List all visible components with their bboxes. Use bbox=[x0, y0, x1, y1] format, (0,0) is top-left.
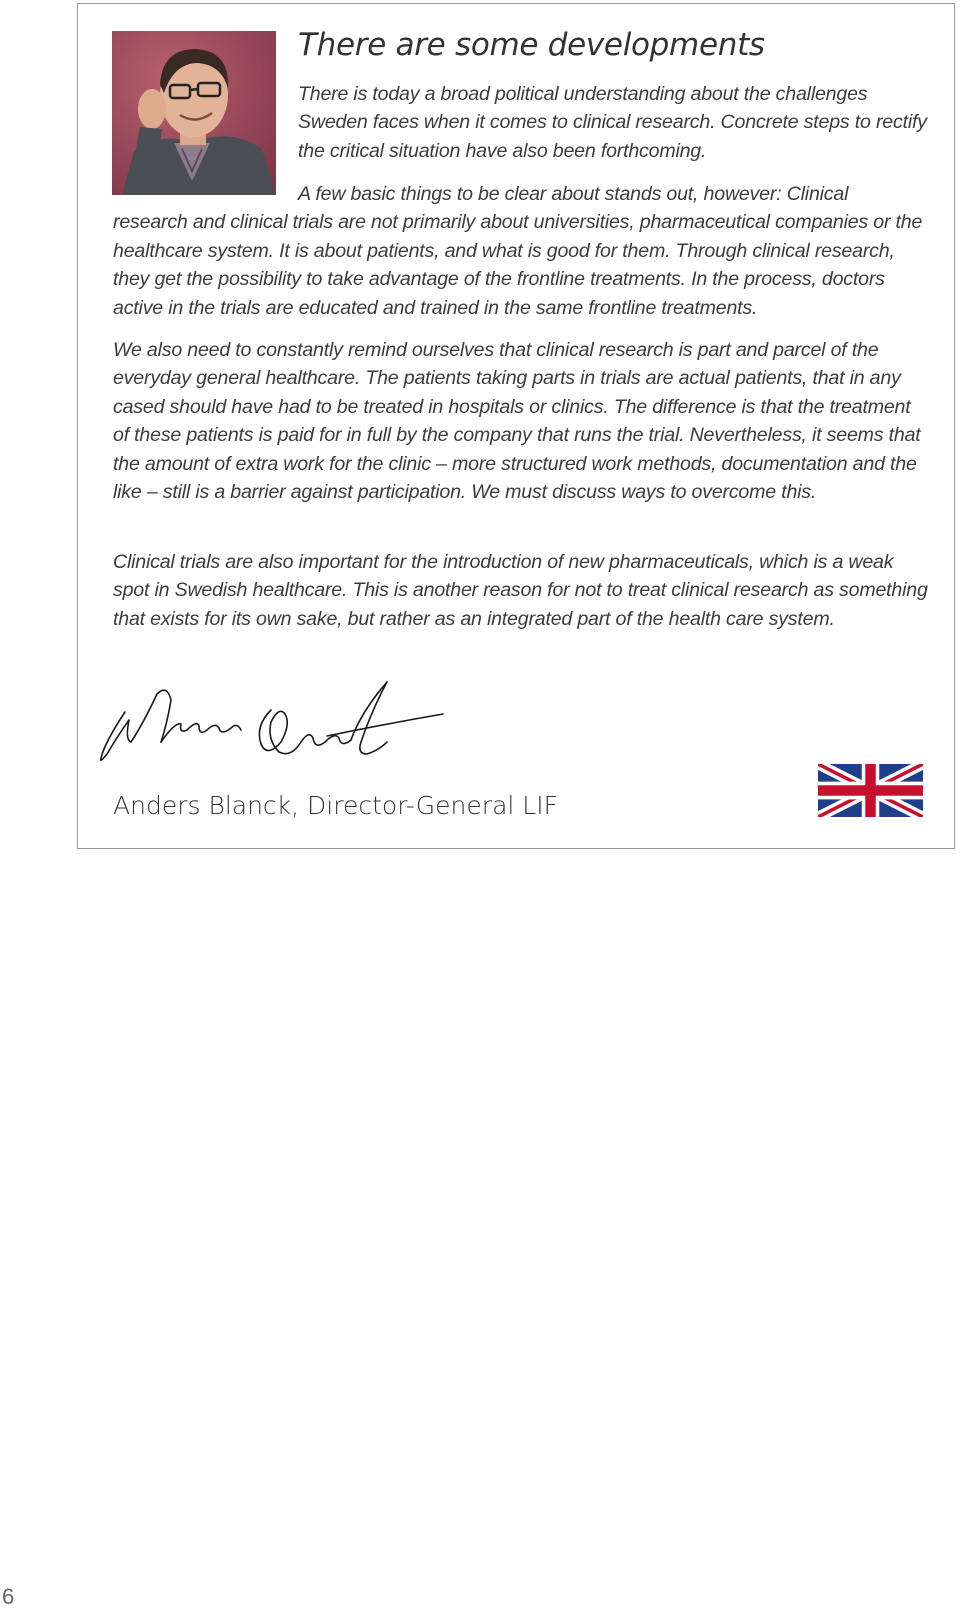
paragraph-everyday-healthcare: We also need to constantly remind ourselves that clinical research is part and parcel of the everyday general healthcare. The patients taking parts in trials are actual patients, that in any cased should have had to be treated in hospitals or clinics. The difference is that the treatment of these patients is paid for in full by the company that runs the trial. Nevertheless, it seems that the amount of extra work for the clinic – more structured work methods, documentation and the like – still is a barrier against participation. We must discuss ways to overcome this. bbox=[113, 339, 921, 504]
uk-flag-icon bbox=[818, 764, 923, 817]
signatory-name: Anders Blanck, Director-General LIF bbox=[113, 791, 558, 820]
author-photo bbox=[112, 31, 276, 195]
paragraph-basic-things: A few basic things to be clear about stands out, however: Clinical research and clinical trials are not primarily about universities, pharmaceutical companies or the healthcare system. It is about patients, and what is good for them. Through clinical research, they get the possibility to take advantage of the frontline treatments. In the process, doctors active in the trials are educated and trained in the same frontline treatments. bbox=[113, 183, 923, 319]
paragraph-pharmaceuticals: Clinical trials are also important for the introduction of new pharmaceuticals, which is a weak spot in Swedish healthcare. This is another reason for not to treat clinical research as something that exists for its own sake, but rather as an integrated part of the health care system. bbox=[113, 551, 928, 630]
paragraph-intro: There is today a broad political understanding about the challenges Sweden faces when it comes to clinical research. Concrete steps to rectify the critical situation have also been forthcoming. bbox=[298, 83, 927, 162]
article-heading: There are some developments bbox=[298, 27, 765, 63]
handwritten-signature bbox=[95, 672, 455, 792]
page-number: 6 bbox=[2, 1584, 15, 1609]
